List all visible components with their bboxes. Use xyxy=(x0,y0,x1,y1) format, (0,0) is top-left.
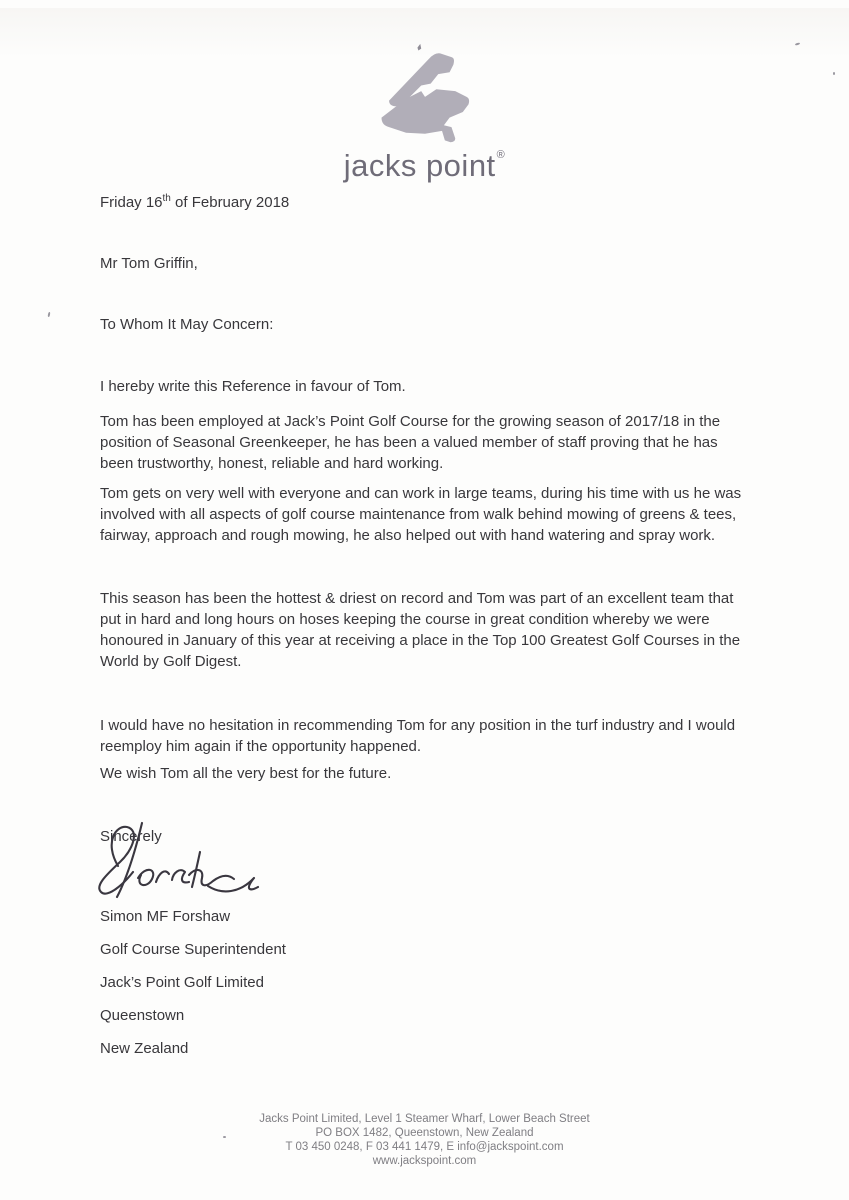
footer-address-line2: PO BOX 1482, Queenstown, New Zealand xyxy=(315,1127,534,1139)
salutation-line: To Whom It May Concern: xyxy=(100,316,274,333)
letter-footer xyxy=(0,1112,849,1168)
letterhead xyxy=(0,42,849,184)
paragraph-employment: Tom has been employed at Jack’s Point Golf Course for the growing season of 2017/18 in the position of Seasonal Greenkeeper, he has been a valued member of staff proving that he has been trustworthy, honest, reliable and hard working. xyxy=(100,413,721,472)
signer-name: Simon MF Forshaw xyxy=(100,908,231,925)
brand-name: jacks point xyxy=(343,148,496,183)
paragraph-season: This season has been the hottest & driest on record and Tom was part of an excellent team that put in hard and long hours on hoses keeping the course in great condition whereby we were honoured in January of this year at receiving a place in the Top 100 Greatest Golf Courses in the World by Golf Digest. xyxy=(100,590,741,670)
date-text: Friday 16 xyxy=(100,194,163,211)
registered-trademark-symbol: ® xyxy=(496,149,506,161)
date-rest: of February 2018 xyxy=(170,194,290,211)
footer-website: www.jackspoint.com xyxy=(372,1155,477,1167)
signer-company: Jack’s Point Golf Limited xyxy=(100,974,264,991)
signer-country: New Zealand xyxy=(100,1040,189,1057)
letter-body xyxy=(100,192,746,1059)
signer-city: Queenstown xyxy=(100,1007,185,1024)
date-ordinal: th xyxy=(162,193,171,204)
paragraph-recommendation: I would have no hesitation in recommending Tom for any position in the turf industry and I would reemploy him again if the opportunity happened. xyxy=(100,717,736,755)
footer-address-line1: Jacks Point Limited, Level 1 Steamer Wharf, Lower Beach Street xyxy=(259,1113,590,1125)
jacks-point-logo-mark xyxy=(366,42,484,146)
letter-date xyxy=(100,192,746,213)
handwritten-signature xyxy=(88,820,274,908)
brand-wordmark xyxy=(344,148,506,184)
closing-word: Sincerely xyxy=(100,828,162,845)
paragraph-intro: I hereby write this Reference in favour of Tom. xyxy=(100,378,406,395)
footer-contact-line: T 03 450 0248, F 03 441 1479, E info@jackspoint.com xyxy=(285,1141,564,1153)
closing-block xyxy=(100,826,746,906)
signer-title: Golf Course Superintendent xyxy=(100,941,286,958)
paragraph-teamwork: Tom gets on very well with everyone and can work in large teams, during his time with us he was involved with all aspects of golf course maintenance from walk behind mowing of greens & tees, fairway, approach and rough mowing, he also helped out with hand watering and spray work. xyxy=(100,485,742,544)
scan-artifact xyxy=(48,312,51,317)
paragraph-wishes: We wish Tom all the very best for the future. xyxy=(100,765,392,782)
recipient-line: Mr Tom Griffin, xyxy=(100,255,198,272)
